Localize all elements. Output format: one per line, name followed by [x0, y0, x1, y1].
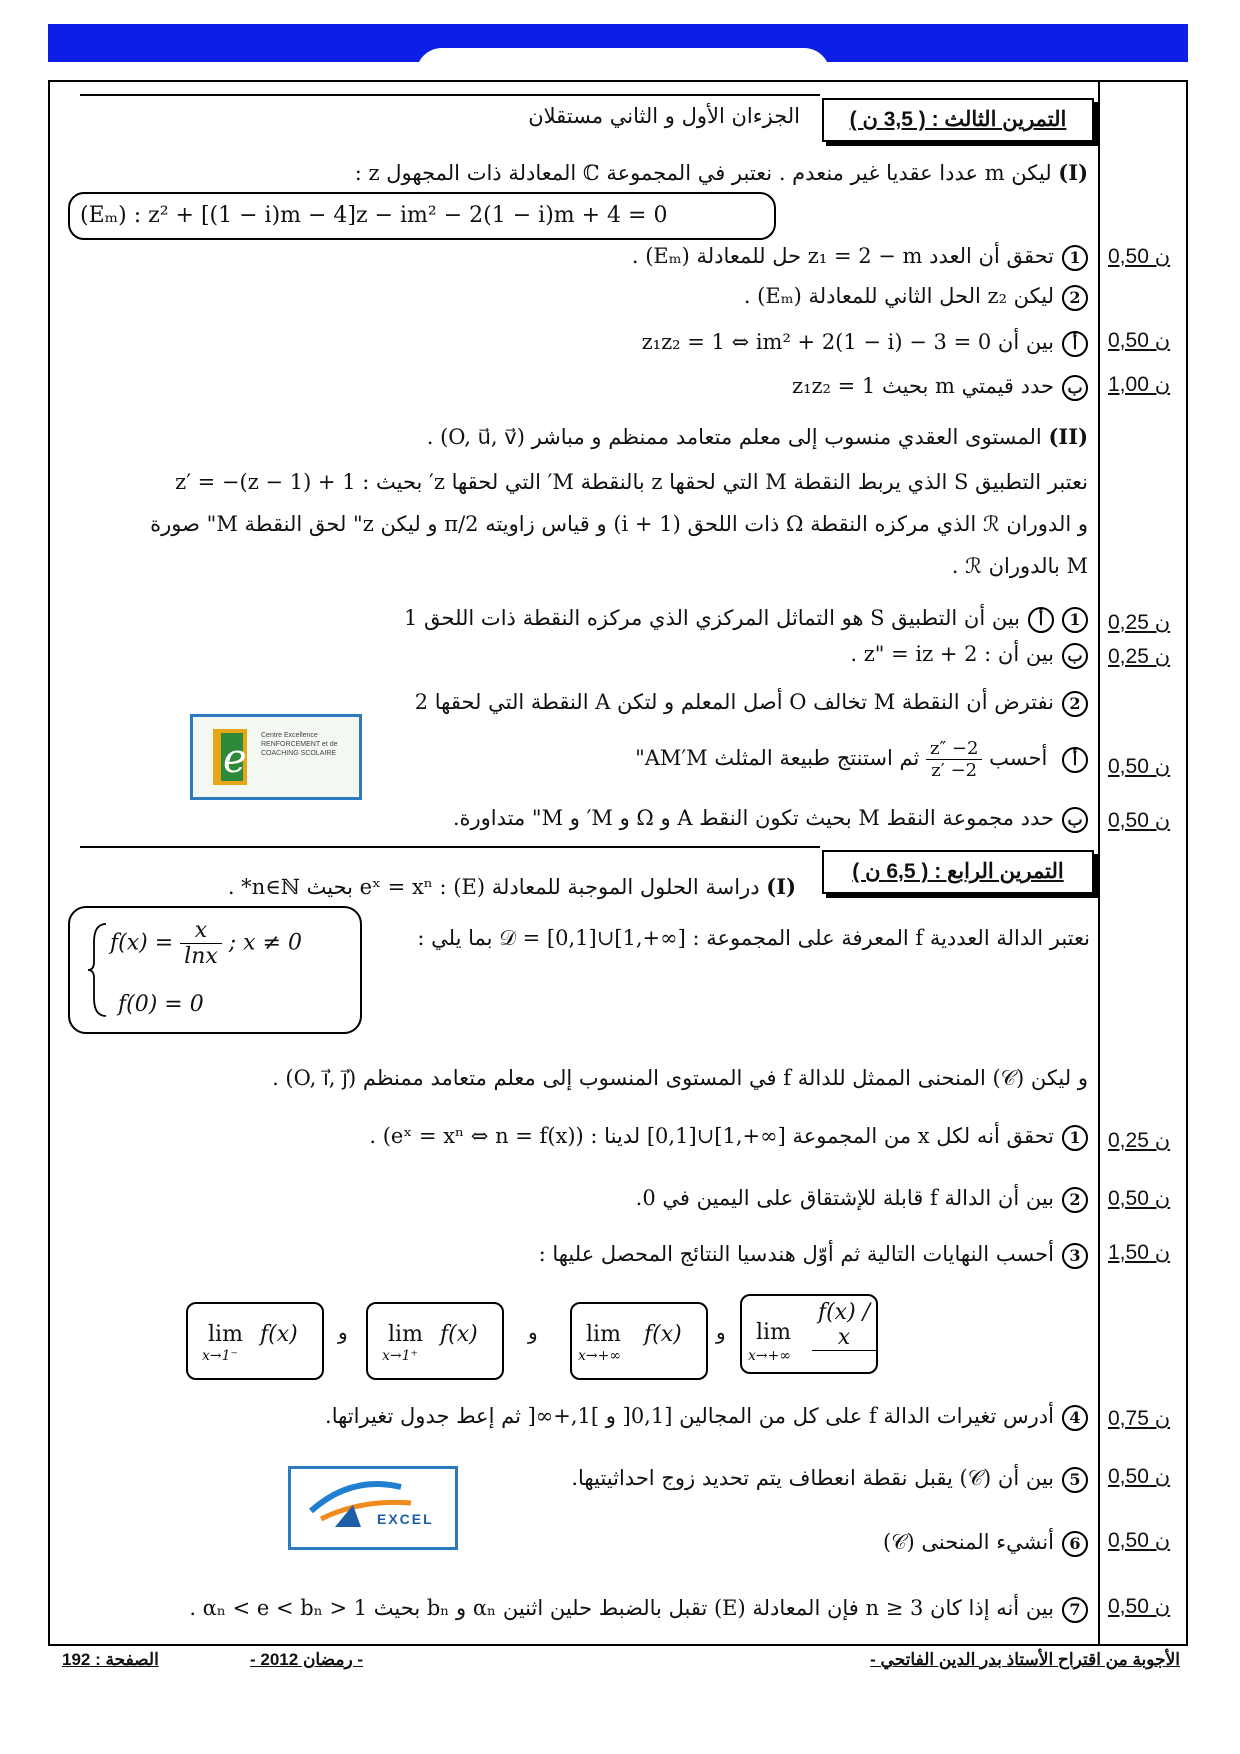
ex3-p1a-text: بين أن التطبيق S هو التماثل المركزي الذي مركزه النقطة ذات اللحق 1 — [403, 606, 1020, 630]
ex4-partI-label: (I) — [766, 874, 796, 899]
number-6-icon: 6 — [1062, 1531, 1088, 1557]
lim-expression — [812, 1300, 876, 1351]
number-1-icon: 1 — [1062, 607, 1088, 633]
points: ن 0,50 — [1108, 1595, 1171, 1618]
equation-box: (Eₘ) : z² + [(1 − i)m − 4]z − im² − 2(1 − i)m + 4 = 0 — [68, 192, 776, 240]
ex3-q1-text: تحقق أن العدد z₁ = 2 − m حل للمعادلة (Eₘ) . — [631, 244, 1054, 268]
points: ن 0,25 — [1108, 1129, 1171, 1152]
letter-a-icon: أ — [1028, 607, 1054, 633]
ex3-q2-text: ليكن z₂ الحل الثاني للمعادلة (Eₘ) . — [743, 284, 1054, 308]
centre-excel-logo — [190, 714, 362, 800]
points: ن 0,50 — [1108, 809, 1171, 832]
limit-box — [186, 1302, 324, 1380]
ratio-fraction — [926, 738, 982, 781]
ex4-q2-text: بين أن الدالة f قابلة للإشتقاق على اليمين في 0. — [635, 1186, 1054, 1210]
lim-expression: f(x) — [260, 1322, 298, 1347]
ex4-q6-text: أنشيء المنحنى (𝒞) — [883, 1530, 1054, 1554]
number-1-icon: 1 — [1062, 245, 1088, 271]
ex4-title: التمرين الرابع : ( 6,5 ن ) — [822, 850, 1094, 894]
brace-icon — [88, 922, 108, 1018]
ex3-p1b-text: بين أن : z" = iz + 2 . — [850, 642, 1054, 666]
and-word: و — [338, 1320, 348, 1344]
number-4-icon: 4 — [1062, 1405, 1088, 1431]
limit-box — [570, 1302, 708, 1380]
lim-label: lim — [756, 1320, 791, 1345]
letter-a-icon: أ — [1062, 747, 1088, 773]
points: ن 0,50 — [1108, 329, 1171, 352]
excel-logo — [288, 1466, 458, 1550]
ex3-partI-text: ليكن m عددا عقديا غير منعدم . نعتبر في المجموعة ℂ المعادلة ذات المجهول z : — [354, 161, 1052, 185]
f-def-lhs: f(x) = — [110, 930, 174, 956]
lim-label: lim — [586, 1322, 621, 1347]
number-2-icon: 2 — [1062, 285, 1088, 311]
ex3-partII-line3: و الدوران ℛ الذي مركزه النقطة Ω ذات اللحق (1 + i) و قياس زاويته π/2 و ليكن z" لحق النقطة M" صورة — [150, 512, 1088, 536]
ex4-q4-text: أدرس تغيرات الدالة f على كل من المجالين [0,1[ و ]1,+∞[ ثم إعط جدول تغيراتها. — [325, 1404, 1054, 1428]
ratio-denominator: z′ −2 — [931, 760, 978, 781]
ex3-p2b — [453, 806, 1088, 833]
points: ن 0,50 — [1108, 755, 1171, 778]
lim-subscript: x→+∞ — [578, 1348, 622, 1364]
ex3-p2-text: نفترض أن النقطة M تخالف O أصل المعلم و لتكن A النقطة التي لحقها 2 — [414, 690, 1054, 714]
number-2-icon: 2 — [1062, 1187, 1088, 1213]
ex4-q3-text: أحسب النهايات التالية ثم أوّل هندسيا النتائج المحصل عليها : — [538, 1242, 1054, 1266]
points: ن 0,25 — [1108, 611, 1171, 634]
limit-box — [366, 1302, 504, 1380]
f-def-line1 — [110, 918, 302, 969]
letter-b-icon: ب — [1062, 807, 1088, 833]
ex4-q5-text: بين أن (𝒞) يقبل نقطة انعطاف يتم تحديد زوج احداثيتيها. — [571, 1466, 1054, 1490]
ex4-partI — [228, 874, 796, 899]
ex4-curve: و ليكن (𝒞) المنحنى الممثل للدالة f في المستوى المنسوب إلى معلم متعامد ممنظم (O, i⃗, j⃗) . — [272, 1066, 1088, 1090]
ex3-partII-label: (II) — [1048, 424, 1088, 449]
letter-b-icon: ب — [1062, 643, 1088, 669]
ex4-q7-text: بين أنه إذا كان n ≥ 3 فإن المعادلة (E) تقبل بالضبط حلين اثنين αₙ و bₙ بحيث 1 < αₙ < e < bₙ . — [189, 1596, 1054, 1620]
logo2-caption: EXCEL — [377, 1511, 434, 1527]
footer-date: - رمضان 2012 - — [250, 1650, 364, 1669]
ex3-title: التمرين الثالث : ( 3,5 ن ) — [822, 98, 1094, 142]
f-def-denominator: lnx — [184, 944, 218, 969]
points: ن 0,50 — [1108, 1529, 1171, 1552]
ex3-p2a — [635, 738, 1088, 781]
ex4-q1 — [369, 1124, 1088, 1151]
ex3-p1a — [404, 606, 1088, 633]
ratio-numerator: z″ −2 — [926, 738, 982, 760]
footer-author: الأجوبة من اقتراح الأستاذ بدر الدين الفاتحي - — [870, 1650, 1180, 1669]
ex3-top-rule — [80, 94, 820, 96]
points: ن 1,00 — [1108, 373, 1171, 396]
number-3-icon: 3 — [1062, 1243, 1088, 1269]
ex3-partII-line1: المستوى العقدي منسوب إلى معلم متعامد ممنظم و مباشر (O, u⃗, v⃗) . — [426, 425, 1042, 449]
ex4-q7 — [189, 1596, 1088, 1623]
points: ن 1,50 — [1108, 1241, 1171, 1264]
number-1-icon: 1 — [1062, 1125, 1088, 1151]
lim-label: lim — [388, 1322, 423, 1347]
ex4-top-rule — [80, 846, 820, 848]
svg-text:e: e — [223, 736, 247, 782]
logo1-caption: Centre Excellence RENFORCEMENT et de COACHING SCOLAIRE — [261, 732, 338, 757]
banner-notch — [416, 48, 830, 74]
f-definition-box — [68, 906, 362, 1034]
lim-expression: f(x) — [440, 1322, 478, 1347]
points: ن 0,50 — [1108, 1187, 1171, 1210]
points: ن 0,50 — [1108, 1465, 1171, 1488]
points: ن 0,50 — [1108, 245, 1171, 268]
ex4-q1-text: تحقق أنه لكل x من المجموعة [∞+,1]∪[0,1] لدينا : (eˣ = xⁿ ⇔ n = f(x)) . — [369, 1124, 1054, 1148]
ex3-p2a-pre: أحسب — [989, 746, 1048, 770]
ex3-q2b — [792, 374, 1088, 401]
ex3-p2 — [415, 690, 1088, 717]
points-column-divider — [1098, 80, 1100, 1646]
letter-b-icon: ب — [1062, 375, 1088, 401]
lim-expr: f(x) / x — [812, 1300, 876, 1351]
number-5-icon: 5 — [1062, 1467, 1088, 1493]
and-word: و — [528, 1320, 538, 1344]
ex4-def: نعتبر الدالة العددية f المعرفة على المجموعة : [∞+,1]∪[0,1] = 𝒟 بما يلي : — [417, 926, 1090, 950]
ex4-partI-text: دراسة الحلول الموجبة للمعادلة (E) : eˣ = xⁿ بحيث n∈ℕ* . — [227, 875, 760, 899]
f-def-line2: f(0) = 0 — [118, 992, 204, 1017]
limit-box — [740, 1294, 878, 1374]
ex3-q2 — [744, 284, 1088, 311]
ex4-q3 — [539, 1242, 1088, 1269]
ex3-partI-label: (I) — [1058, 160, 1088, 185]
lim-label: lim — [208, 1322, 243, 1347]
ex4-q6 — [883, 1530, 1088, 1557]
ex3-partII-line4: M بالدوران ℛ . — [951, 554, 1088, 578]
ex3-q1 — [632, 244, 1088, 271]
lim-expression: f(x) — [644, 1322, 682, 1347]
ex3-q2a-text: بين أن z₁z₂ = 1 ⇔ im² + 2(1 − i) − 3 = 0 — [641, 330, 1054, 354]
ex4-q2 — [636, 1186, 1088, 1213]
excel-swoosh-icon — [291, 1469, 455, 1547]
footer-page-number: الصفحة : 192 — [62, 1650, 159, 1669]
ex3-partI — [355, 160, 1088, 185]
number-2-icon: 2 — [1062, 691, 1088, 717]
ex3-partII-line2: نعتبر التطبيق S الذي يربط النقطة M التي لحقها z بالنقطة M′ التي لحقها z′ بحيث : z′ = −(z − 1) + 1 — [175, 470, 1088, 494]
ex3-intro: الجزءان الأول و الثاني مستقلان — [528, 104, 800, 128]
ex3-partII — [427, 424, 1088, 449]
f-def-numerator: x — [180, 918, 222, 944]
and-word: و — [716, 1320, 726, 1344]
lim-subscript: x→1⁻ — [202, 1348, 238, 1364]
ex3-p2a-post: ثم استنتج طبيعة المثلث AM′M" — [635, 746, 920, 770]
points: ن 0,25 — [1108, 645, 1171, 668]
ex4-q5 — [571, 1466, 1088, 1493]
lim-subscript: x→+∞ — [748, 1348, 792, 1364]
number-7-icon: 7 — [1062, 1597, 1088, 1623]
f-def-rhs: ; x ≠ 0 — [228, 930, 303, 956]
points: ن 0,75 — [1108, 1407, 1171, 1430]
ex3-p1b — [850, 642, 1088, 669]
lim-subscript: x→1⁺ — [382, 1348, 418, 1364]
letter-a-icon: أ — [1062, 331, 1088, 357]
ex3-p2b-text: حدد مجموعة النقط M بحيث تكون النقط A و Ω و M′ و M" متداورة. — [452, 806, 1054, 830]
ex3-q2b-text: حدد قيمتي m بحيث z₁z₂ = 1 — [792, 374, 1054, 398]
ex3-q2a — [642, 330, 1088, 357]
ex4-q4 — [325, 1404, 1088, 1431]
f-def-fraction — [180, 918, 222, 969]
